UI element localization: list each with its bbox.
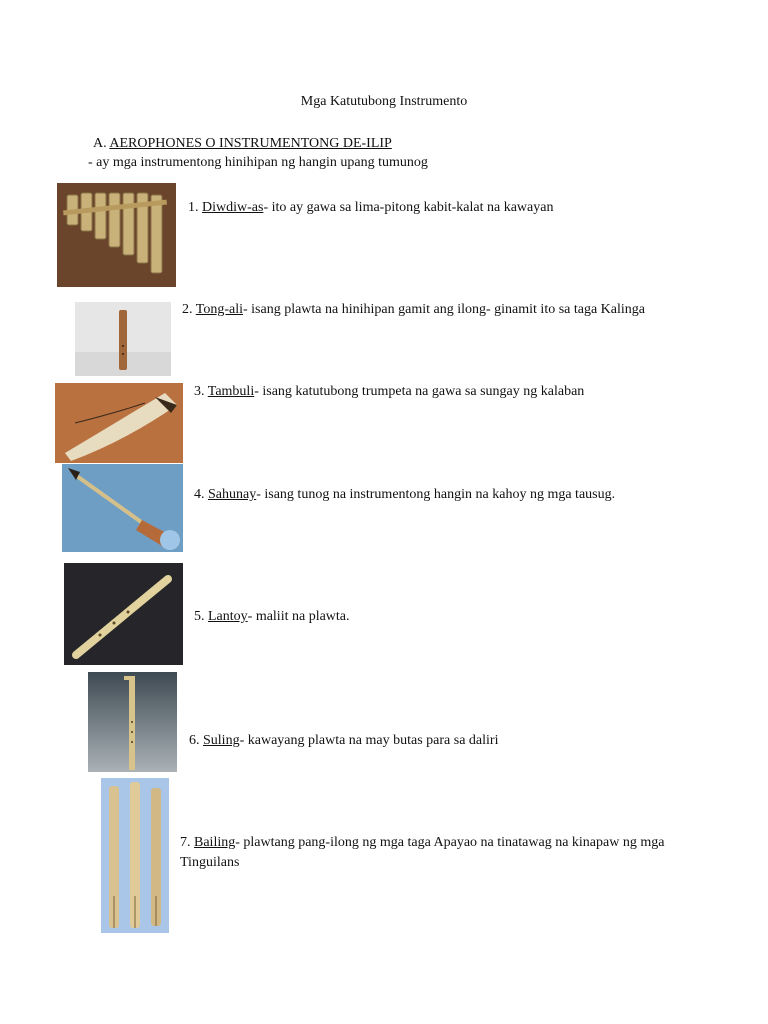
bamboo-panpipe-photo	[57, 183, 176, 287]
instrument-name: Suling	[203, 733, 240, 748]
list-item: 4. Sahunay- isang tunog na instrumentong hangin na kahoy ng mga tausug.	[194, 487, 616, 502]
instrument-name: Sahunay	[208, 487, 257, 502]
page-title: Mga Katutubong Instrumento	[300, 94, 468, 109]
horn-trumpet-photo	[55, 383, 183, 463]
instrument-name: Tong-ali	[195, 302, 243, 317]
nose-flute-photo	[75, 302, 171, 376]
instrument-name: Tambuli	[207, 384, 255, 399]
instrument-name: Diwdiw-as	[202, 200, 264, 215]
instrument-name: Lantoy	[208, 609, 248, 624]
section-title: AEROPHONES O INSTRUMENTONG DE-ILIP	[109, 136, 392, 151]
instrument-name: Bailing	[194, 835, 236, 850]
list-item: 3. Tambuli- isang katutubong trumpeta na gawa sa sungay ng kalaban	[194, 384, 585, 399]
section-heading	[93, 136, 392, 152]
list-item: 7. Bailing- plawtang pang-ilong ng mga taga Apayao na tinatawag na kinapaw ng mga Tinguilans	[180, 835, 665, 870]
list-item: 2. Tong-ali- isang plawta na hinihipan gamit ang ilong- ginamit ito sa taga Kalinga	[182, 302, 645, 317]
small-flute-photo	[64, 563, 183, 665]
section-letter: A.	[93, 136, 107, 151]
list-item: 6. Suling- kawayang plawta na may butas para sa daliri	[189, 733, 499, 748]
section-description: - ay mga instrumentong hinihipan ng hangin upang tumunog	[88, 155, 428, 170]
bamboo-flute-photo	[88, 672, 177, 772]
list-item: 5. Lantoy- maliit na plawta.	[194, 609, 350, 624]
wooden-wind-instrument-photo	[62, 464, 183, 552]
list-item: 1. Diwdiw-as- ito ay gawa sa lima-pitong kabit-kalat na kawayan	[188, 200, 554, 215]
bamboo-nose-flutes-photo	[101, 778, 169, 933]
